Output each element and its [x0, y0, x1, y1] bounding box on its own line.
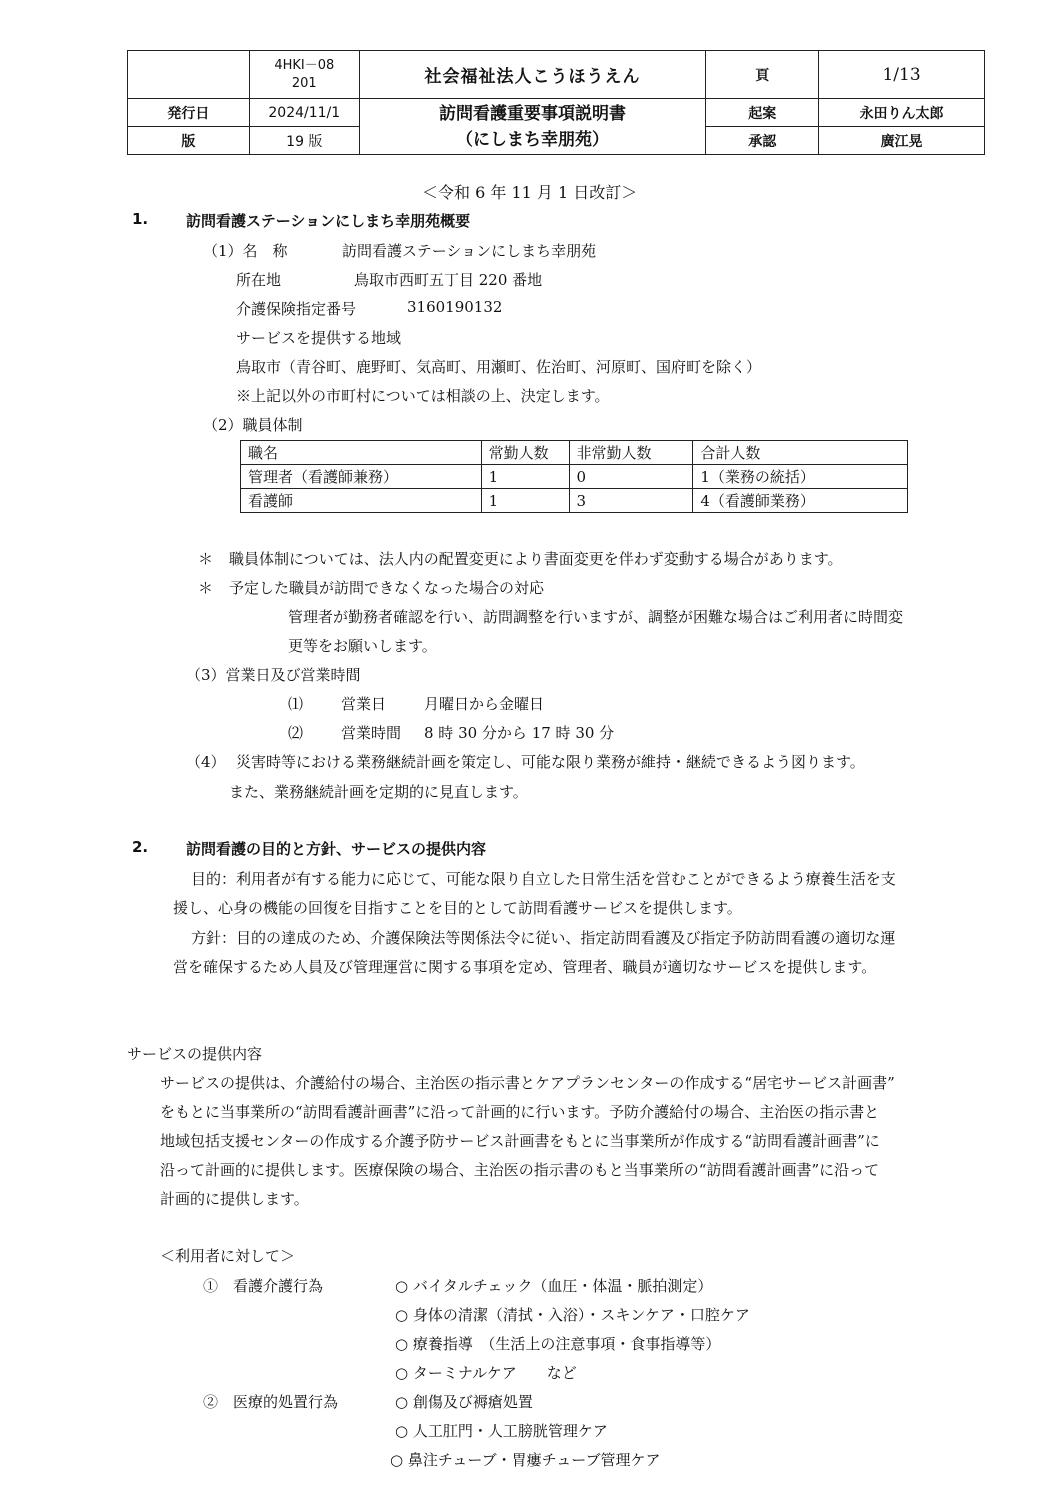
list-item: ○ 身体の清潔（清拭・入浴）・スキンケア・口腔ケア [395, 1306, 750, 1324]
service-area-note: ※上記以外の市町村については相談の上、決定します。 [236, 387, 610, 405]
document-title-line2: （にしまち幸朋苑） [456, 129, 610, 150]
list-item: ○ 鼻注チューブ・胃瘻チューブ管理ケア [390, 1451, 661, 1469]
staff-table-header [241, 441, 908, 465]
policy-line1: 方針：目的の達成のため、介護保険法等関係法令に従い、指定訪問看護及び指定予防訪問看護の適切な運 [191, 929, 896, 947]
staff-cell: 0 [569, 465, 693, 489]
hours-label: （3）営業日及び営業時間 [186, 666, 361, 684]
staff-col-header: 非常勤人数 [569, 441, 693, 465]
note2-detail-line2: 更等をお願いします。 [288, 637, 437, 655]
staff-cell: 1 [481, 489, 569, 513]
section2-heading: 訪問看護の目的と方針、サービスの提供内容 [186, 840, 487, 858]
insurance-number-label: 介護保険指定番号 [236, 300, 357, 318]
staff-cell: 3 [569, 489, 693, 513]
services-line: サービスの提供は、介護給付の場合、主治医の指示書とケアプランセンターの作成する“居宅サービス計画書” [160, 1074, 895, 1092]
staff-col-header: 常勤人数 [481, 441, 569, 465]
hours-item-value: 8 時 30 分から 17 時 30 分 [424, 724, 615, 742]
staff-cell: 看護師 [241, 489, 482, 513]
section2-number: 2. [132, 838, 149, 856]
staff-table [240, 440, 908, 513]
org-name: 社会福祉法人こうほうえん [359, 51, 706, 99]
note1: 職員体制については、法人内の配置変更により書面変更を伴わず変動する場合があります。 [229, 550, 843, 568]
for-users-heading: ＜利用者に対して＞ [160, 1247, 296, 1265]
approve-label: 承認 [706, 127, 819, 155]
approve-name: 廣江晃 [819, 127, 985, 155]
list-item: ○ ターミナルケア など [395, 1364, 577, 1382]
table-row [241, 465, 908, 489]
staff-col-header: 合計人数 [693, 441, 908, 465]
list-item: ○ 療養指導 （生活上の注意事項・食事指導等） [395, 1335, 721, 1353]
category2-label: ② 医療的処置行為 [203, 1393, 339, 1411]
address-label: 所在地 [236, 271, 282, 289]
category1-label: ① 看護介護行為 [203, 1277, 324, 1295]
service-area: 鳥取市（青谷町、鹿野町、気高町、用瀬町、佐治町、河原町、国府町を除く） [236, 358, 762, 376]
purpose-line2: 援し、心身の機能の回復を目指すことを目的として訪問看護サービスを提供します。 [173, 899, 742, 917]
version-label: 版 [128, 127, 250, 155]
services-line: をもとに当事業所の“訪問看護計画書”に沿って計画的に行います。予防介護給付の場合、主治医の指示書と [160, 1103, 880, 1121]
policy-line2: 営を確保するため人員及び管理運営に関する事項を定め、管理者、職員が適切なサービスを提供します。 [173, 958, 877, 976]
address-value: 鳥取市西町五丁目 220 番地 [354, 271, 543, 289]
section1-number: 1. [132, 210, 149, 228]
bcp-line2: また、業務継続計画を定期的に見直します。 [229, 783, 528, 801]
note2-mark: ＊ [198, 579, 214, 597]
services-line: 沿って計画的に提供します。医療保険の場合、主治医の指示書のもと当事業所の“訪問看護計画書”に沿って [160, 1161, 880, 1179]
services-heading: サービスの提供内容 [127, 1045, 263, 1063]
note2: 予定した職員が訪問できなくなった場合の対応 [229, 579, 545, 597]
list-item: ○ バイタルチェック（血圧・体温・脈拍測定） [395, 1277, 713, 1295]
hours-item-label: 営業日 [341, 695, 387, 713]
staff-cell: 1 [481, 465, 569, 489]
insurance-number: 3160190132 [407, 298, 503, 316]
staff-cell: 1（業務の統括） [693, 465, 908, 489]
page-label: 頁 [706, 51, 819, 99]
doc-code: 4HKI－08201 [249, 51, 359, 99]
staff-label: （2）職員体制 [203, 416, 303, 434]
draft-label: 起案 [706, 99, 819, 127]
hours-item-label: 営業時間 [341, 724, 402, 742]
service-area-label: サービスを提供する地域 [236, 329, 402, 347]
staff-cell: 4（看護師業務） [693, 489, 908, 513]
issue-date: 2024/11/1 [249, 99, 359, 127]
issue-date-label: 発行日 [128, 99, 250, 127]
draft-name: 永田りん太郎 [819, 99, 985, 127]
document-header-table [127, 50, 985, 155]
bcp-label: （4） [186, 753, 226, 771]
note1-mark: ＊ [198, 550, 214, 568]
list-item: ○ 人工肛門・人工膀胱管理ケア [395, 1422, 608, 1440]
services-line: 地域包括支援センターの作成する介護予防サービス計画書をもとに当事業所が作成する“訪問看護計画書”に [160, 1132, 880, 1150]
revision-date: ＜令和 6 年 11 月 1 日改訂＞ [422, 183, 638, 202]
hours-item-value: 月曜日から金曜日 [424, 695, 545, 713]
page-number: 1/13 [819, 51, 985, 99]
services-line: 計画的に提供します。 [160, 1190, 309, 1208]
document-title [359, 99, 706, 155]
list-item: ○ 創傷及び褥瘡処置 [395, 1393, 533, 1411]
staff-cell: 管理者（看護師兼務） [241, 465, 482, 489]
purpose-line1: 目的：利用者が有する能力に応じて、可能な限り自立した日常生活を営むことができるよう療養生活を支 [191, 870, 896, 888]
bcp-line1: 災害時等における業務継続計画を策定し、可能な限り業務が維持・継続できるよう図ります。 [236, 753, 865, 771]
header-blank-cell [128, 51, 250, 99]
version-value: 19 版 [249, 127, 359, 155]
document-title-line1: 訪問看護重要事項説明書 [439, 103, 627, 124]
note2-detail-line1: 管理者が勤務者確認を行い、訪問調整を行いますが、調整が困難な場合はご利用者に時間変 [288, 608, 904, 626]
facility-name-label: （1）名 称 [203, 242, 288, 260]
table-row [241, 489, 908, 513]
hours-item-num: ⑵ [288, 724, 304, 742]
facility-name: 訪問看護ステーションにしまち幸朋苑 [342, 242, 597, 260]
hours-item-num: ⑴ [288, 695, 304, 713]
section1-heading: 訪問看護ステーションにしまち幸朋苑概要 [186, 212, 471, 230]
staff-col-header: 職名 [241, 441, 482, 465]
